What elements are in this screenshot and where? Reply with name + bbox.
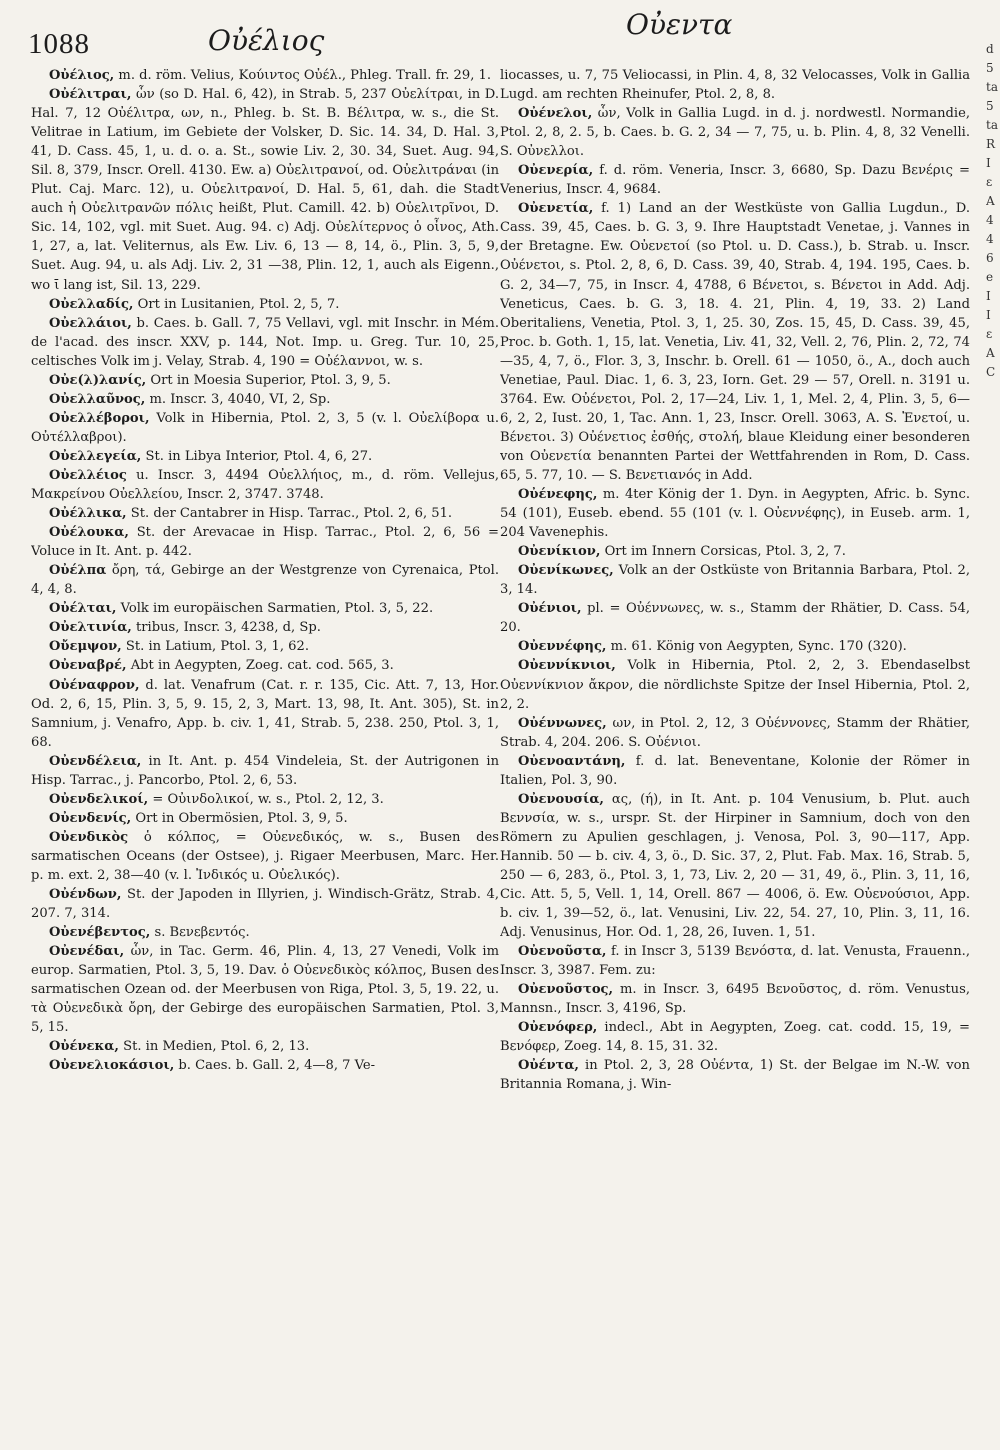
entry-headword: Οὐέλιος,	[49, 68, 115, 83]
entry-definition: ὧν, Volk in Gallia Lugd. in d. j. nordwestl. Normandie, Ptol. 2, 8, 2. 5, b. Caes. b. G. 2, 34 — 7, 75, u. b. Plin. 4, 8, 32 Venelli. S. Οὐνελλοι.	[500, 106, 970, 160]
entry-definition: Abt in Aegypten, Zoeg. cat. cod. 565, 3.	[126, 658, 394, 674]
entry-definition: Ort in Moesia Superior, Ptol. 3, 9, 5.	[146, 372, 391, 388]
dictionary-entry	[31, 942, 499, 1037]
entry-headword: Οὐέλιτραι,	[49, 87, 132, 103]
dictionary-entry	[31, 561, 499, 599]
entry-headword: Οὐενελιοκάσιοι,	[49, 1058, 175, 1074]
entry-definition: St. in Libya Interior, Ptol. 4, 6, 27.	[141, 448, 373, 464]
entry-headword: Οὐέντα,	[518, 1058, 579, 1074]
entry-definition: m. 61. König von Aegypten, Sync. 170 (320).	[606, 639, 907, 655]
dictionary-entry	[31, 885, 499, 923]
entry-headword: Οὐενδικὸς	[49, 829, 129, 845]
entry-definition: liocasses, u. 7, 75 Veliocassi, in Plin. 4, 8, 32 Velocasses, Volk in Gallia Lugd. am rechten Rheinufer, Ptol. 2, 8, 8.	[500, 68, 970, 103]
dictionary-entry	[500, 599, 970, 637]
entry-headword: Οὐέναφρον,	[49, 677, 140, 693]
entry-definition: s. Βενεβεντός.	[150, 925, 250, 941]
edge-fragment: d	[986, 42, 994, 56]
dictionary-entry	[31, 85, 499, 295]
entry-headword: Οὐένελοι,	[518, 106, 593, 122]
dictionary-entry	[31, 676, 499, 752]
entry-headword: Οὐένδων,	[49, 887, 122, 903]
dictionary-entry	[500, 790, 970, 942]
entry-definition: m. Inscr. 3, 4040, VI, 2, Sp.	[145, 391, 331, 407]
adjacent-page-edge	[986, 40, 1000, 500]
dictionary-entry	[500, 104, 970, 161]
dictionary-entry	[500, 542, 970, 561]
page-number: 1088	[28, 28, 90, 60]
entry-headword: Οὐελλαῦνος,	[49, 391, 146, 407]
entry-headword: Οὐε(λ)λανίς,	[49, 372, 147, 388]
entry-definition: u. Inscr. 3, 4494 Οὐελλήιος, m., d. röm. Vellejus, Μακρείνου Οὐελλείου, Inscr. 2, 3747. 3748.	[31, 467, 499, 503]
entry-headword: Οὐενίκωνες,	[518, 563, 614, 579]
edge-fragment: ε	[986, 327, 993, 341]
dictionary-entry	[500, 942, 970, 980]
entry-definition: m. d. röm. Velius, Κούιντος Οὐέλ., Phleg. Trall. fr. 29, 1.	[114, 68, 492, 83]
entry-headword: Οὐέλλικα,	[49, 506, 127, 522]
right-column	[500, 66, 970, 1446]
entry-headword: Οὐελλεγεία,	[49, 448, 142, 464]
dictionary-entry	[500, 1056, 970, 1094]
entry-definition: Volk in Hibernia, Ptol. 2, 2, 3. Ebendaselbst Οὐεννίκνιον ἄκρον, die nördlichste Spitze der Insel Hibernia, Ptol. 2, 2, 2.	[500, 658, 970, 712]
dictionary-entry	[31, 409, 499, 447]
dictionary-entry	[31, 599, 499, 618]
entry-definition: Ort in Lusitanien, Ptol. 2, 5, 7.	[133, 296, 340, 312]
dictionary-entry	[500, 485, 970, 542]
dictionary-entry	[500, 1018, 970, 1056]
entry-headword: Οὔεμψον,	[49, 639, 122, 655]
entry-headword: Οὐενδελικοί,	[49, 791, 149, 807]
entry-headword: Οὐελλέβοροι,	[49, 410, 150, 426]
entry-headword: Οὐέλουκα,	[49, 525, 129, 541]
dictionary-entry	[31, 1037, 499, 1056]
entry-definition: pl. = Οὐέννωνες, w. s., Stamm der Rhätier, D. Cass. 54, 20.	[500, 601, 970, 636]
entry-headword: Οὐέννωνες,	[518, 715, 607, 731]
dictionary-entry	[31, 618, 499, 637]
entry-headword: Οὐελλέιος	[49, 467, 127, 483]
entry-headword: Οὐέλται,	[49, 601, 117, 617]
entry-definition: ὄρη, τά, Gebirge an der Westgrenze von Cyrenaica, Ptol. 4, 4, 8.	[31, 563, 499, 598]
dictionary-entry	[31, 390, 499, 409]
entry-headword: Οὐεννέφης,	[518, 639, 607, 655]
dictionary-entry	[500, 637, 970, 656]
entry-headword: Οὐένιοι,	[518, 601, 582, 617]
entry-definition: St. in Latium, Ptol. 3, 1, 62.	[121, 639, 309, 655]
edge-fragment: I	[986, 289, 991, 303]
entry-headword: Οὐενδέλεια,	[49, 753, 142, 769]
entry-headword: Οὐενέδαι,	[49, 944, 125, 960]
entry-definition: tribus, Inscr. 3, 4238, d, Sp.	[131, 620, 321, 636]
entry-definition: St. in Medien, Ptol. 6, 2, 13.	[118, 1039, 310, 1055]
entry-definition: St. der Japoden in Illyrien, j. Windisch-Grätz, Strab. 4, 207. 7, 314.	[31, 887, 499, 922]
edge-fragment: 5	[986, 99, 994, 113]
entry-headword: Οὐεναβρέ,	[49, 658, 127, 674]
entry-definition: b. Caes. b. Gall. 2, 4—8, 7 Ve-	[174, 1058, 376, 1074]
entry-definition: in Ptol. 2, 3, 28 Οὐέντα, 1) St. der Belgae im N.-W. von Britannia Romana, j. Win-	[500, 1058, 970, 1093]
entry-definition: Volk an der Ostküste von Britannia Barbara, Ptol. 2, 3, 14.	[500, 563, 970, 598]
dictionary-entry	[500, 199, 970, 485]
entry-definition: Ort in Obermösien, Ptol. 3, 9, 5.	[131, 810, 348, 826]
edge-fragment: A	[986, 194, 995, 208]
entry-definition: ων, in Ptol. 2, 12, 3 Οὐέννονες, Stamm der Rhätier, Strab. 4, 204. 206. S. Οὐένιοι.	[500, 715, 970, 750]
entry-headword: Οὐενοῦστα,	[518, 944, 607, 960]
edge-fragment: I	[986, 156, 991, 170]
entry-definition: m. in Inscr. 3, 6495 Βενοῦστος, d. röm. Venustus, Mannsn., Inscr. 3, 4196, Sp.	[500, 982, 970, 1017]
entry-headword: Οὐενέβεντος,	[49, 925, 151, 941]
dictionary-entry	[500, 656, 970, 713]
dictionary-entry	[31, 790, 499, 809]
entry-definition: d. lat. Venafrum (Cat. r. r. 135, Cic. Att. 7, 13, Hor. Od. 2, 6, 15, Plin. 3, 5, 9. 15, 2, 3, Mart. 13, 98, It. Ant. 305), St. in Samnium, j. Venafro, App. b. civ. 1, 41, Strab. 5, 238. 250, Ptol. 3, 1, 68.	[31, 677, 499, 750]
dictionary-entry	[31, 752, 499, 790]
edge-fragment: R	[986, 137, 996, 151]
entry-headword: Οὐέλπα	[49, 563, 107, 579]
dictionary-entry	[500, 66, 970, 104]
running-head-left: Οὐέλιος	[208, 24, 325, 57]
dictionary-entry	[31, 295, 499, 314]
edge-fragment: C	[986, 365, 996, 379]
entry-definition: in It. Ant. p. 454 Vindeleia, St. der Autrigonen in Hisp. Tarrac., j. Pancorbo, Ptol. 2, 6, 53.	[31, 753, 499, 788]
edge-fragment: 6	[986, 251, 994, 265]
edge-fragment: 5	[986, 61, 994, 75]
entry-headword: Οὐενοαντάνη,	[518, 753, 626, 769]
entry-definition: Ort im Innern Corsicas, Ptol. 3, 2, 7.	[600, 544, 846, 560]
entry-definition: ὧν (so D. Hal. 6, 42), in Strab. 5, 237 Οὐελίτραι, in D. Hal. 7, 12 Οὐέλιτρα, ων, n., Phleg. b. St. B. Βέλιτρα, w. s., die St. Velitrae in Latium, im Gebiete der Volsker, D. Sic. 14. 34, D. Hal. 3, 41, D. Cass. 45, 1, u. d. o. a. St., sowie Liv. 2, 30. 34, Suet. Aug. 94, Sil. 8, 379, Inscr. Orell. 4130. Ew. a) Οὐελιτρανοί, od. Οὐελιτράναι (in Plut. Caj. Marc. 12), u. Οὐελιτρανοί, D. Hal. 5, 61, dah. die Stadt auch ἡ Οὐελιτρανῶν πόλις heißt, Plut. Camill. 42. b) Οὐελιτρῖνοι, D. Sic. 14, 102, vgl. mit Suet. Aug. 94. c) Adj. Οὐελίτερνος ὁ οἶνος, Ath. 1, 27, a, lat. Veliternus, als Ew. Liv. 6, 13 — 8, 14, ö., Plin. 3, 5, 9, Suet. Aug. 94, u. als Adj. Liv. 2, 31 —38, Plin. 12, 1, auch als Eigenn., wo ῑ lang ist, Sil. 13, 229.	[31, 87, 499, 293]
entry-definition: ὧν, in Tac. Germ. 46, Plin. 4, 13, 27 Venedi, Volk im europ. Sarmatien, Ptol. 3, 5, 19. Dav. ὁ Οὐενεδικὸς κόλπος, Busen des sarmatischen Ozean od. der Meerbusen von Riga, Ptol. 3, 5, 19. 22, u. τὰ Οὐενεδικὰ ὄρη, der Gebirge des europäischen Sarmatien, Ptol. 3, 5, 15.	[31, 944, 499, 1036]
dictionary-entry	[31, 809, 499, 828]
edge-fragment: ε	[986, 175, 993, 189]
entry-headword: Οὐενοῦστος,	[518, 982, 614, 998]
entry-definition: St. der Arevacae in Hisp. Tarrac., Ptol. 2, 6, 56 = Voluce in It. Ant. p. 442.	[31, 525, 499, 560]
entry-headword: Οὐενδενίς,	[49, 810, 132, 826]
edge-fragment: I	[986, 308, 991, 322]
dictionary-entry	[31, 828, 499, 885]
edge-fragment: 4	[986, 232, 994, 246]
dictionary-entry	[31, 504, 499, 523]
dictionary-entry	[31, 523, 499, 561]
entry-definition: St. der Cantabrer in Hisp. Tarrac., Ptol. 2, 6, 51.	[126, 506, 453, 522]
running-head-right: Οὐεντα	[626, 8, 733, 41]
entry-definition: f. d. lat. Beneventane, Kolonie der Römer in Italien, Pol. 3, 90.	[500, 753, 970, 788]
dictionary-entry	[31, 656, 499, 675]
dictionary-entry	[31, 466, 499, 504]
entry-definition: f. in Inscr 3, 5139 Βενόστα, d. lat. Venusta, Frauenn., Inscr. 3, 3987. Fem. zu:	[500, 944, 970, 979]
entry-headword: Οὐένεκα,	[49, 1039, 119, 1055]
entry-definition: Volk in Hibernia, Ptol. 2, 3, 5 (v. l. Οὐελίβορα u. Οὐτέλλαβροι).	[31, 410, 499, 445]
dictionary-entry	[500, 980, 970, 1018]
entry-headword: Οὐελλάιοι,	[49, 315, 132, 331]
dictionary-entry	[31, 637, 499, 656]
dictionary-entry	[500, 561, 970, 599]
dictionary-entry	[31, 314, 499, 371]
entry-definition: = Οὐινδολικοί, w. s., Ptol. 2, 12, 3.	[148, 791, 384, 807]
entry-definition: ὁ κόλπος, = Οὐενεδικός, w. s., Busen des sarmatischen Oceans (der Ostsee), j. Rigaer Meerbusen, Marc. Her. p. m. ext. 2, 38—40 (v. l. Ἰνδικός u. Οὐελικός).	[31, 829, 499, 883]
edge-fragment: A	[986, 346, 995, 360]
entry-headword: Οὐενουσία,	[518, 791, 604, 807]
dictionary-entry	[31, 1056, 499, 1075]
entry-definition: ας, (ή), in It. Ant. p. 104 Venusium, b. Plut. auch Βεννσία, w. s., urspr. St. der Hirpiner in Samnium, doch von den Römern zu Apulien geschlagen, j. Venosa, Pol. 3, 90—117, App. Hannib. 50 — b. civ. 4, 3, ö., D. Sic. 37, 2, Plut. Fab. Max. 16, Strab. 5, 250 — 6, 283, ö., Ptol. 3, 1, 73, Liv. 2, 20 — 31, 49, ö., Plin. 3, 11, 16, Cic. Att. 5, 5, Vell. 1, 14, Orell. 867 — 4006, ö. Ew. Οὐενούσιοι, App. b. civ. 1, 39—52, ö., lat. Venusini, Liv. 22, 54. 27, 10, Plin. 3, 11, 16. Adj. Venusinus, Hor. Od. 1, 28, 26, Iuven. 1, 51.	[500, 791, 970, 941]
dictionary-entry	[31, 447, 499, 466]
dictionary-entry	[31, 371, 499, 390]
entry-definition: indecl., Abt in Aegypten, Zoeg. cat. codd. 15, 19, = Βενόφερ, Zoeg. 14, 8. 15, 31. 32.	[500, 1020, 970, 1055]
entry-definition: f. 1) Land an der Westküste von Gallia Lugdun., D. Cass. 39, 45, Caes. b. G. 3, 9. Ihre Hauptstadt Venetae, j. Vannes in der Bretagne. Ew. Οὐενετοί (so Ptol. u. D. Cass.), b. Strab. u. Inscr. Οὐένετοι, s. Ptol. 2, 8, 6, D. Cass. 39, 40, Strab. 4, 194. 195, Caes. b. G. 2, 34—7, 75, in Inscr. 4, 4788, 6 Βένετοι, s. Βένετοι in Add. Adj. Veneticus, Caes. b. G. 3, 18. 4. 21, Plin. 4, 19, 33. 2) Land Oberitaliens, Venetia, Ptol. 3, 1, 25. 30, Zos. 15, 45, D. Cass. 39, 45, Proc. b. Goth. 1, 15, lat. Venetia, Liv. 41, 32, Vell. 2, 76, Plin. 2, 72, 74—35, 4, 7, ö., Flor. 3, 3, Inschr. b. Orell. 61 — 1050, ö., A., doch auch Venetiae, Paul. Diac. 1, 6. 3, 23, Iorn. Get. 29 — 57, Orell. n. 3191 u. 3764. Ew. Οὐένετοι, Pol. 2, 17—24, Liv. 1, 1, Mel. 2, 4, Plin. 3, 5, 6— 6, 2, 2, Iust. 20, 1, Tac. Ann. 1, 23, Inscr. Orell. 3063, A. S. Ἐνετοί, u. Βένετοι. 3) Οὐένετιος ἐσθής, στολή, blaue Kleidung einer besonderen von Οὐενετία benannten Partei der Wettfahrenden in Rom, D. Cass. 65, 5. 77, 10. — S. Βενετιανός in Add.	[500, 201, 970, 483]
left-column	[31, 66, 499, 1446]
entry-headword: Οὐενετία,	[518, 201, 594, 217]
dictionary-entry	[500, 161, 970, 199]
edge-fragment: ta	[986, 80, 998, 94]
entry-headword: Οὐελτινία,	[49, 620, 132, 636]
entry-definition: m. 4ter König der 1. Dyn. in Aegypten, Afric. b. Sync. 54 (101), Euseb. ebend. 55 (101 (v. l. Οὐεννέφης), in Euseb. arm. 1, 204 Vavenephis.	[500, 487, 970, 541]
entry-headword: Οὐενόφερ,	[518, 1020, 598, 1036]
entry-headword: Οὐένεφης,	[518, 487, 598, 503]
dictionary-entry	[500, 752, 970, 790]
dictionary-entry	[31, 923, 499, 942]
dictionary-entry	[500, 714, 970, 752]
edge-fragment: e	[986, 270, 994, 284]
entry-headword: Οὐελλαδίς,	[49, 296, 134, 312]
edge-fragment: 4	[986, 213, 994, 227]
entry-headword: Οὐενερία,	[518, 163, 594, 179]
entry-definition: b. Caes. b. Gall. 7, 75 Vellavi, vgl. mit Inschr. in Mém. de l'acad. des inscr. XXV, p. 144, Not. Imp. u. Greg. Tur. 10, 25, celtisches Volk im j. Velay, Strab. 4, 190 = Οὐέλαννοι, w. s.	[31, 315, 499, 369]
entry-definition: f. d. röm. Veneria, Inscr. 3, 6680, Sp. Dazu Βενέρις = Venerius, Inscr. 4, 9684.	[500, 163, 970, 198]
edge-fragment: ta	[986, 118, 998, 132]
entry-headword: Οὐενίκιον,	[518, 544, 601, 560]
dictionary-entry	[31, 66, 499, 85]
entry-definition: Volk im europäischen Sarmatien, Ptol. 3, 5, 22.	[116, 601, 434, 617]
entry-headword: Οὐεννίκνιοι,	[518, 658, 616, 674]
